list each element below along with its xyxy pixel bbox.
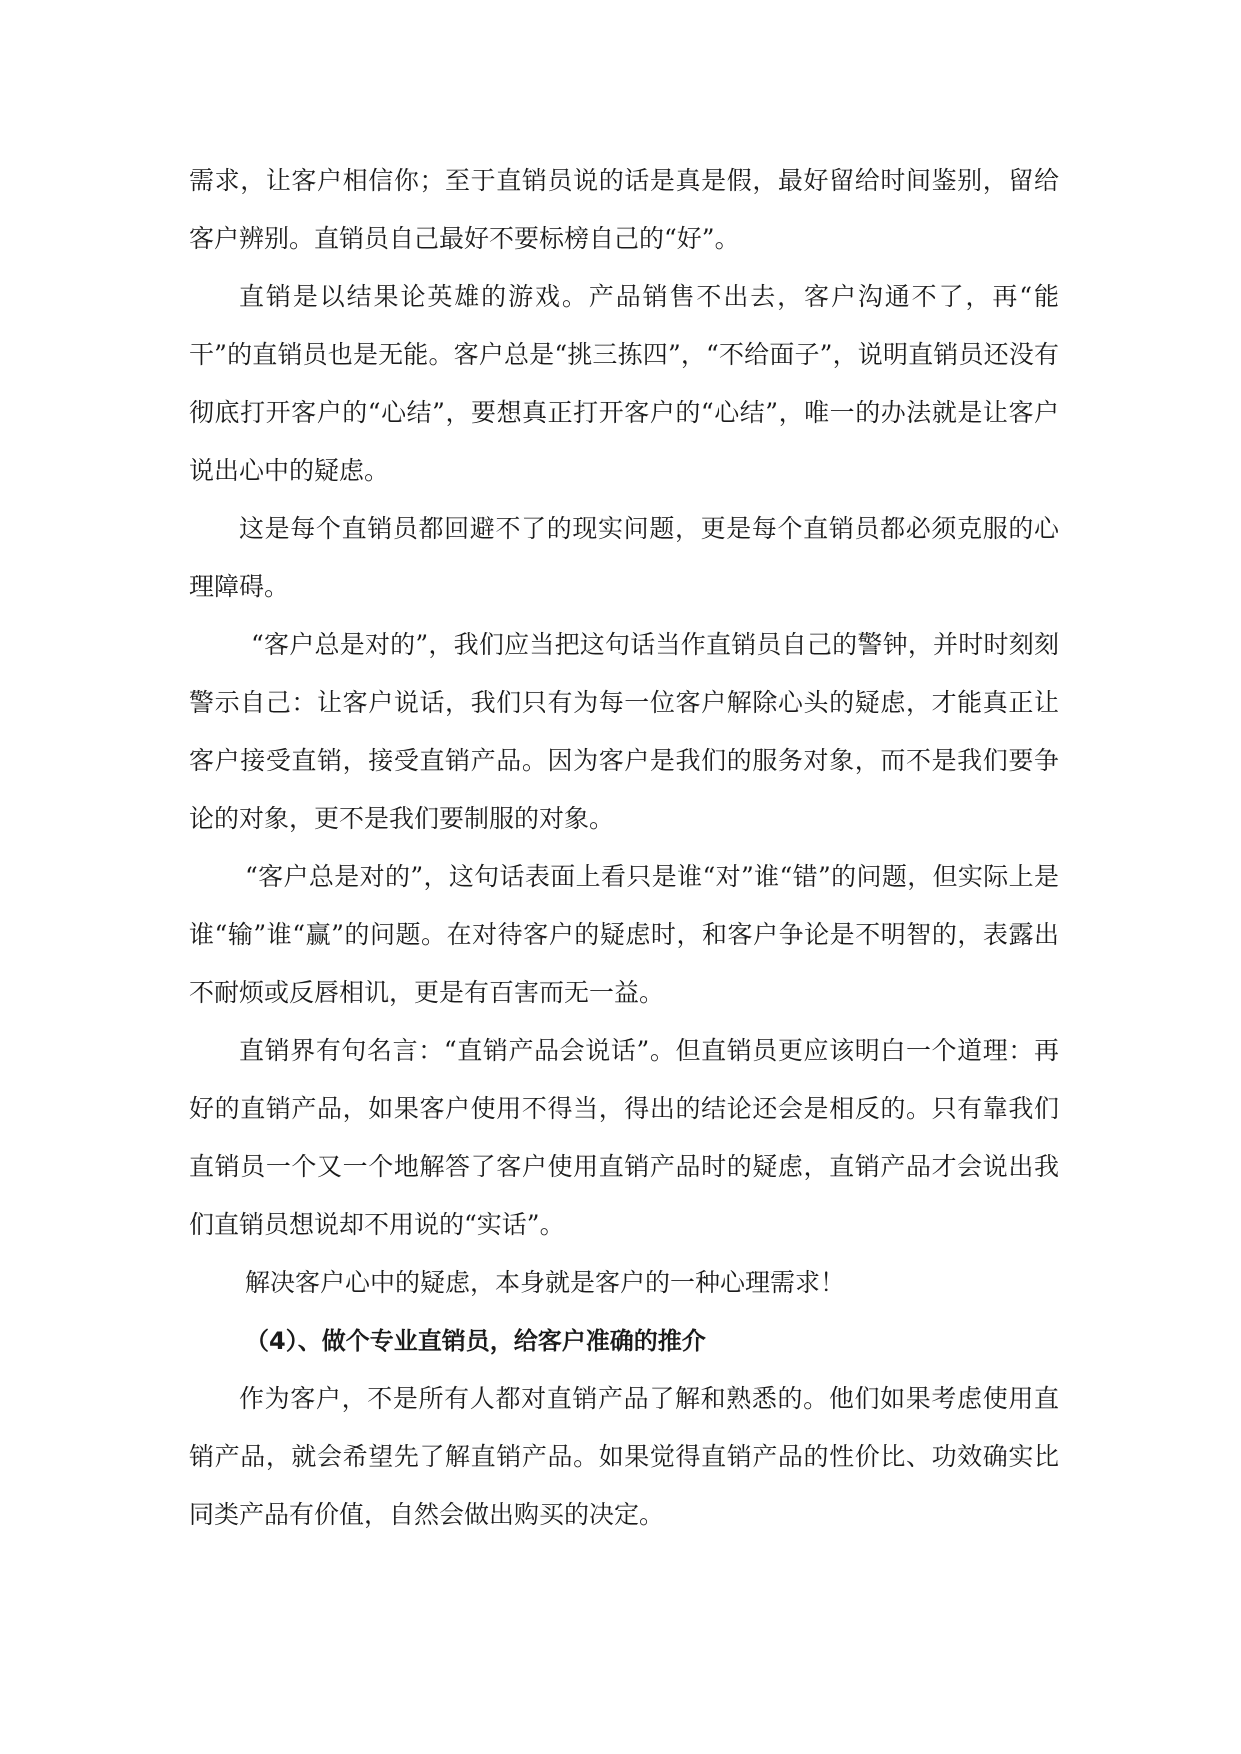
paragraph-continuation: 需求，让客户相信你；至于直销员说的话是真是假，最好留给时间鉴别，留给客户辨别。直销员自己最好不要标榜自己的“好”。 [189,166,1059,253]
paragraph-closing: 作为客户，不是所有人都对直销产品了解和熟悉的。他们如果考虑使用直销产品，就会希望先了解直销产品。如果觉得直销产品的性价比、功效确实比同类产品有价值，自然会做出购买的决定。 [189,1384,1059,1529]
section-heading: （4）、做个专业直销员，给客户准确的推介 [245,1327,706,1355]
paragraph-solve-doubts: 解决客户心中的疑虑，本身就是客户的一种心理需求！ [245,1268,846,1297]
document-body [189,152,1059,1544]
paragraph-results: 直销是以结果论英雄的游戏。产品销售不出去，客户沟通不了，再“能干”的直销员也是无能。客户总是“挑三拣四”，“不给面子”，说明直销员还没有彻底打开客户的“心结”，要想真正打开客户的“心结”，唯一的办法就是让客户说出心中的疑虑。 [189,282,1059,485]
paragraph-customer-right: “客户总是对的”，我们应当把这句话当作直销员自己的警钟，并时时刻刻警示自己：让客户说话，我们只有为每一位客户解除心头的疑虑，才能真正让客户接受直销，接受直销产品。因为客户是我们的服务对象，而不是我们要争论的对象，更不是我们要制服的对象。 [189,630,1059,833]
paragraph-motto: 直销界有句名言：“直销产品会说话”。但直销员更应该明白一个道理：再好的直销产品，如果客户使用不得当，得出的结论还会是相反的。只有靠我们直销员一个又一个地解答了客户使用直销产品时的疑虑，直销产品才会说出我们直销员想说却不用说的“实话”。 [189,1036,1059,1239]
paragraph-win-lose: “客户总是对的”，这句话表面上看只是谁“对”谁“错”的问题，但实际上是谁“输”谁“赢”的问题。在对待客户的疑虑时，和客户争论是不明智的，表露出不耐烦或反唇相讥，更是有百害而无一益。 [189,862,1059,1007]
paragraph-reality: 这是每个直销员都回避不了的现实问题，更是每个直销员都必须克服的心理障碍。 [189,514,1059,601]
